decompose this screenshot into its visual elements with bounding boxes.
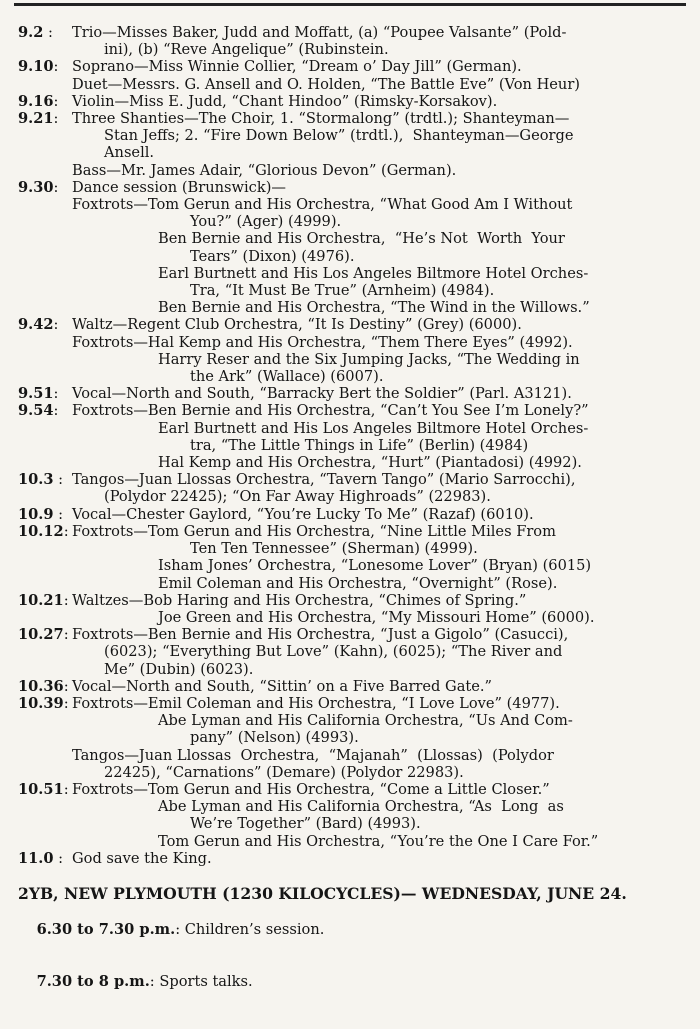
entry-text: (Polydor 22425); “On Far Away Highroads” (22983). (104, 488, 491, 506)
entry-text: the Ark” (Wallace) (6007). (190, 368, 384, 386)
entry-text: We’re Together” (Bard) (4993). (190, 815, 421, 833)
entry-text: Three Shanties—The Choir, 1. “Stormalong” (trdtl.); Shanteyman— (72, 110, 570, 128)
program-entry (0, 316, 700, 385)
entry-text: Vocal—Chester Gaylord, “You’re Lucky To Me” (Razaf) (6010). (72, 505, 534, 523)
program-entry (0, 471, 700, 505)
entry-text: Foxtrots—Tom Gerun and His Orchestra, “Nine Little Miles From (72, 522, 556, 540)
entry-time-wrap (18, 506, 68, 523)
entry-text: Waltz—Regent Club Orchestra, “It Is Destiny” (Grey) (6000). (72, 316, 522, 334)
entry-text: Tangos—Juan Llossas Orchestra, “Tavern Tango” (Mario Sarrocchi), (72, 471, 576, 489)
entry-text: You?” (Ager) (4999). (190, 213, 342, 231)
entry-line (0, 93, 700, 110)
entry-text: Hal Kemp and His Orchestra, “Hurt” (Piantadosi) (4992). (158, 454, 582, 472)
entry-separator: : (53, 471, 68, 489)
entry-line (0, 626, 700, 643)
entry-line (0, 781, 700, 798)
entry-time: 9.2 (18, 24, 44, 41)
entry-time-wrap (18, 179, 63, 196)
entry-text: Ben Bernie and His Orchestra, “He’s Not Worth Your (158, 230, 565, 248)
entry-line (0, 747, 700, 764)
entry-time-wrap (18, 626, 73, 643)
entry-separator: : (53, 505, 68, 523)
entry-line (0, 488, 700, 505)
entry-time-wrap (18, 316, 63, 333)
entry-time: 10.12 (18, 522, 64, 540)
entry-time-wrap (18, 24, 58, 41)
entry-text: Foxtrots—Emil Coleman and His Orchestra, “I Love Love” (4977). (72, 694, 560, 712)
entry-line (0, 557, 700, 574)
program-entry (0, 385, 700, 402)
entry-line (0, 162, 700, 179)
entry-separator: : (53, 110, 64, 128)
entry-text: Duet—Messrs. G. Ansell and O. Holden, “The Battle Eve” (Von Heur) (72, 75, 581, 93)
entry-time-wrap (18, 695, 73, 712)
entry-line (0, 833, 700, 850)
entry-line (0, 127, 700, 144)
entry-line (0, 609, 700, 626)
entry-time: 9.10 (18, 58, 54, 76)
entry-separator: : (63, 677, 74, 695)
program-entry (0, 93, 700, 110)
entry-line (0, 712, 700, 729)
entry-text: Tangos—Juan Llossas Orchestra, “Majanah” (Llossas) (Polydor (72, 746, 554, 764)
entry-text: Ansell. (104, 144, 155, 162)
entry-text: Earl Burtnett and His Los Angeles Biltmore Hotel Orches- (158, 419, 589, 437)
entry-text: Violin—Miss E. Judd, “Chant Hindoo” (Rimsky-Korsakov). (72, 92, 498, 110)
entry-time: 10.27 (18, 626, 64, 644)
entry-time-wrap (18, 402, 63, 419)
entry-time: 9.30 (18, 178, 54, 196)
program-entry (0, 24, 700, 58)
entry-line (0, 196, 700, 213)
entry-text: Tom Gerun and His Orchestra, “You’re the One I Care For.” (158, 832, 599, 850)
entry-separator: : (63, 591, 74, 609)
entry-line (0, 179, 700, 196)
entry-text: Me” (Dubin) (6023). (104, 660, 254, 678)
entry-separator: : (63, 780, 74, 798)
entry-line (0, 454, 700, 471)
program-entry (0, 506, 700, 523)
entry-time: 10.39 (18, 694, 64, 712)
program-entry (0, 179, 700, 317)
entry-line (0, 729, 700, 746)
entry-line (0, 213, 700, 230)
program-entry (0, 850, 700, 867)
entry-text: Joe Green and His Orchestra, “My Missouri Home” (6000). (158, 608, 595, 626)
program-entry (0, 523, 700, 592)
entry-line (0, 248, 700, 265)
entry-text: Earl Burtnett and His Los Angeles Biltmore Hotel Orches- (158, 264, 589, 282)
entry-time-wrap (18, 58, 63, 75)
entry-line (0, 385, 700, 402)
top-rule (14, 3, 686, 6)
entry-separator: : (53, 92, 64, 110)
entry-text: Foxtrots—Ben Bernie and His Orchestra, “Just a Gigolo” (Casucci), (72, 626, 569, 644)
program-listing (0, 24, 700, 1007)
entry-time-wrap (18, 592, 73, 609)
entry-separator: : (63, 626, 74, 644)
entry-time: 9.54 (18, 402, 54, 420)
entry-line (0, 764, 700, 781)
entry-line (0, 471, 700, 488)
entry-line (0, 850, 700, 867)
entry-text: Vocal—North and South, “Barracky Bert the Soldier” (Parl. A3121). (72, 385, 572, 403)
entry-line (0, 110, 700, 127)
program-entry (0, 592, 700, 626)
entry-text: Emil Coleman and His Orchestra, “Overnight” (Rose). (158, 574, 558, 592)
entry-text: Foxtrots—Hal Kemp and His Orchestra, “Them There Eyes” (4992). (72, 333, 573, 351)
program-entry (0, 58, 700, 92)
entry-text: Waltzes—Bob Haring and His Orchestra, “Chimes of Spring.” (72, 591, 527, 609)
entry-text: Abe Lyman and His California Orchestra, “Us And Com- (158, 712, 573, 730)
entry-line (0, 41, 700, 58)
entry-separator: : (63, 522, 74, 540)
entry-line (0, 316, 700, 333)
entry-text: tra, “The Little Things in Life” (Berlin) (4984) (190, 436, 529, 454)
entry-line (0, 282, 700, 299)
entry-time: 9.21 (18, 110, 54, 128)
entry-text: Ten Ten Tennessee” (Sherman) (4999). (190, 540, 478, 558)
entry-line (0, 815, 700, 832)
entry-time-wrap (18, 523, 73, 540)
entry-line (0, 402, 700, 419)
entry-text: Foxtrots—Ben Bernie and His Orchestra, “Can’t You See I’m Lonely?” (72, 402, 589, 420)
entry-line (0, 437, 700, 454)
entry-time-wrap (18, 110, 63, 127)
entry-text: Foxtrots—Tom Gerun and His Orchestra, “What Good Am I Without (72, 196, 573, 214)
entry-text: Isham Jones’ Orchestra, “Lonesome Lover” (Bryan) (6015) (158, 557, 592, 575)
entry-separator: : (53, 316, 64, 334)
entry-time: 10.3 (18, 471, 54, 489)
schedule-item (0, 956, 700, 1008)
entry-line (0, 144, 700, 161)
entry-text: Harry Reser and the Six Jumping Jacks, “The Wedding in (158, 350, 580, 368)
entry-time: 10.21 (18, 591, 64, 609)
entry-separator: : (53, 849, 68, 867)
schedule-text: : Children’s session. (175, 921, 325, 939)
entry-line (0, 506, 700, 523)
entry-text: Stan Jeffs; 2. “Fire Down Below” (trdtl.), Shanteyman—George (104, 127, 574, 145)
entry-text: Bass—Mr. James Adair, “Glorious Devon” (German). (72, 161, 457, 179)
entry-text: Vocal—North and South, “Sittin’ on a Five Barred Gate.” (72, 677, 492, 695)
entry-line (0, 58, 700, 75)
entry-line (0, 76, 700, 93)
entry-text: ini), (b) “Reve Angelique” (Rubinstein. (104, 41, 389, 59)
entry-time-wrap (18, 385, 63, 402)
entry-separator: : (53, 385, 64, 403)
entry-line (0, 575, 700, 592)
entry-line (0, 420, 700, 437)
entry-time-wrap (18, 471, 68, 488)
schedule-time: 7.30 to 8 p.m. (36, 972, 150, 990)
entry-time: 10.9 (18, 505, 54, 523)
entry-time: 9.16 (18, 92, 54, 110)
entry-separator: : (53, 58, 64, 76)
entry-text: Abe Lyman and His California Orchestra, “As Long as (158, 798, 564, 816)
entry-time-wrap (18, 850, 68, 867)
entry-time: 9.51 (18, 385, 54, 403)
entry-time: 9.42 (18, 316, 54, 334)
entry-line (0, 265, 700, 282)
entry-separator: : (53, 178, 64, 196)
entry-text: Trio—Misses Baker, Judd and Moffatt, (a) “Poupee Valsante” (Pold- (72, 24, 567, 41)
entry-separator: : (43, 24, 58, 41)
entry-line (0, 24, 700, 41)
entry-line (0, 368, 700, 385)
entry-text: Dance session (Brunswick)— (72, 178, 286, 196)
schedule-item (0, 904, 700, 956)
program-entries (0, 24, 700, 867)
entry-text: Ben Bernie and His Orchestra, “The Wind in the Willows.” (158, 299, 590, 317)
entry-text: Tears” (Dixon) (4976). (190, 247, 355, 265)
station-heading: 2YB, NEW PLYMOUTH (1230 KILOCYCLES)— WEDNESDAY, JUNE 24. (18, 883, 627, 903)
entry-line (0, 592, 700, 609)
program-entry (0, 110, 700, 179)
entry-line (0, 230, 700, 247)
entry-line (0, 351, 700, 368)
entry-text: Soprano—Miss Winnie Collier, “Dream o’ Day Jill” (German). (72, 58, 522, 76)
entry-text: pany” (Nelson) (4993). (190, 729, 359, 747)
program-entry (0, 781, 700, 850)
entry-time: 10.36 (18, 677, 64, 695)
schedule-text: : Sports talks. (149, 972, 253, 990)
entry-time-wrap (18, 781, 73, 798)
program-entry (0, 695, 700, 781)
entry-line (0, 523, 700, 540)
entry-line (0, 678, 700, 695)
program-entry (0, 626, 700, 678)
schedule-time: 6.30 to 7.30 p.m. (36, 921, 176, 939)
entry-line (0, 661, 700, 678)
entry-line (0, 798, 700, 815)
entry-separator: : (63, 694, 74, 712)
entry-line (0, 695, 700, 712)
entry-line (0, 643, 700, 660)
entry-line (0, 540, 700, 557)
entry-separator: : (53, 402, 64, 420)
entry-line (0, 334, 700, 351)
entry-text: God save the King. (72, 849, 212, 867)
entry-time-wrap (18, 93, 63, 110)
entry-text: 22425), “Carnations” (Demare) (Polydor 22983). (104, 763, 464, 781)
entry-time-wrap (18, 678, 73, 695)
program-entry (0, 678, 700, 695)
entry-text: Tra, “It Must Be True” (Arnheim) (4984). (190, 282, 495, 300)
entry-line (0, 299, 700, 316)
entry-text: Foxtrots—Tom Gerun and His Orchestra, “Come a Little Closer.” (72, 780, 550, 798)
entry-time: 11.0 (18, 849, 54, 867)
entry-time: 10.51 (18, 780, 64, 798)
program-entry (0, 402, 700, 471)
entry-text: (6023); “Everything But Love” (Kahn), (6025); “The River and (104, 643, 563, 661)
